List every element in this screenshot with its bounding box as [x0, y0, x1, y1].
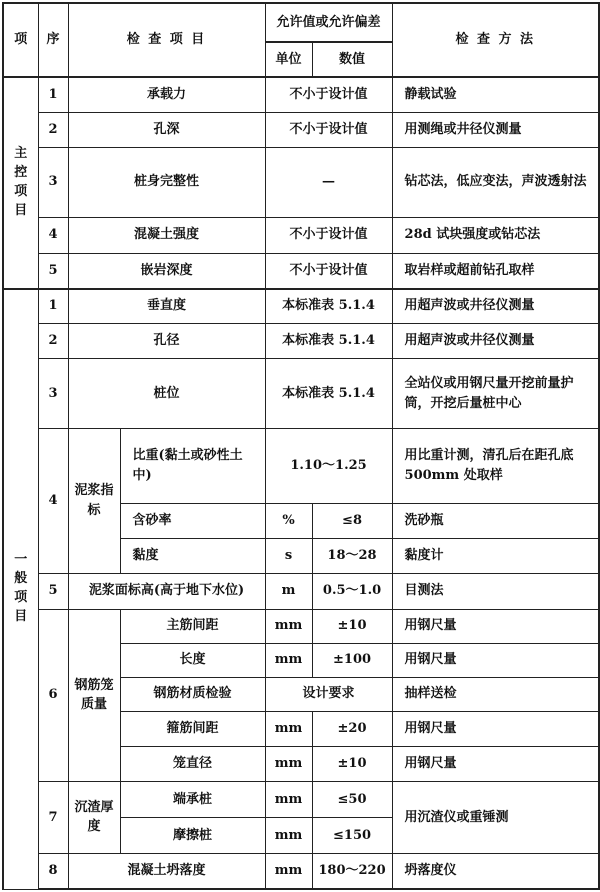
- sub-unit: %: [265, 503, 312, 538]
- sub-method: 黏度计: [392, 538, 599, 573]
- row-item: 混凝土坍落度: [68, 854, 265, 889]
- sub-value: ≤8: [312, 503, 392, 538]
- sub-unit: s: [265, 538, 312, 573]
- main-row-2: [3, 112, 599, 147]
- sub-method: 用钢尺量: [392, 643, 599, 677]
- main-row-3: [3, 147, 599, 217]
- row-method: 坍落度仪: [392, 854, 599, 889]
- row-value: 不小于设计值: [265, 218, 392, 254]
- row-method: 全站仪或用钢尺量开挖前量护筒，开挖后量桩中心: [392, 359, 599, 429]
- header-method: 检 查 方 法: [392, 3, 599, 77]
- header-row-1: [3, 3, 599, 42]
- sediment-row-1: [3, 782, 599, 818]
- sub-value: 1.10～1.25: [265, 429, 392, 503]
- general-row-5: [3, 573, 599, 609]
- header-xu: 序: [38, 3, 68, 77]
- row-value: —: [265, 147, 392, 217]
- sub-item: 端承桩: [120, 782, 265, 818]
- row-no: 1: [38, 289, 68, 324]
- sub-value: ±10: [312, 747, 392, 782]
- group-main: 主控项目: [3, 77, 38, 288]
- row-no: 1: [38, 77, 68, 112]
- sub-unit: mm: [265, 782, 312, 818]
- row-method: 用超声波或井径仪测量: [392, 324, 599, 359]
- row-method: 取岩样或超前钻孔取样: [392, 254, 599, 289]
- row-no: 7: [38, 782, 68, 854]
- mud-group-label: 泥浆指标: [68, 429, 120, 573]
- sub-method: 用钢尺量: [392, 609, 599, 643]
- sub-method: 洗砂瓶: [392, 503, 599, 538]
- row-no: 2: [38, 324, 68, 359]
- row-method: 静载试验: [392, 77, 599, 112]
- row-value: 不小于设计值: [265, 112, 392, 147]
- row-item: 桩位: [68, 359, 265, 429]
- sub-method: 用钢尺量: [392, 747, 599, 782]
- row-item: 垂直度: [68, 289, 265, 324]
- sub-item: 比重(黏土或砂性土中): [120, 429, 265, 503]
- row-method: 用测绳或井径仪测量: [392, 112, 599, 147]
- row-value: 0.5～1.0: [312, 573, 392, 609]
- sub-method: 用钢尺量: [392, 711, 599, 746]
- sediment-group-label: 沉渣厚度: [68, 782, 120, 854]
- header-value: 数值: [312, 42, 392, 77]
- sub-unit: mm: [265, 747, 312, 782]
- general-row-2: [3, 324, 599, 359]
- sub-unit: mm: [265, 643, 312, 677]
- sub-unit: mm: [265, 711, 312, 746]
- row-value: 不小于设计值: [265, 254, 392, 289]
- row-method: 目测法: [392, 573, 599, 609]
- sub-item: 箍筋间距: [120, 711, 265, 746]
- row-no: 3: [38, 359, 68, 429]
- general-row-1: [3, 289, 599, 324]
- row-value: 不小于设计值: [265, 77, 392, 112]
- sub-value: ±100: [312, 643, 392, 677]
- row-method: 钻芯法，低应变法，声波透射法: [392, 147, 599, 217]
- sub-item: 黏度: [120, 538, 265, 573]
- row-no: 3: [38, 147, 68, 217]
- row-no: 8: [38, 854, 68, 889]
- row-no: 5: [38, 254, 68, 289]
- sub-value: 18～28: [312, 538, 392, 573]
- row-item: 泥浆面标高(高于地下水位): [68, 573, 265, 609]
- row-method: 28d 试块强度或钻芯法: [392, 218, 599, 254]
- sub-value: ≤150: [312, 818, 392, 854]
- row-method: 用超声波或井径仪测量: [392, 289, 599, 324]
- main-row-4: [3, 218, 599, 254]
- row-no: 4: [38, 429, 68, 573]
- row-unit: mm: [265, 854, 312, 889]
- row-item: 孔径: [68, 324, 265, 359]
- row-value: 本标准表 5.1.4: [265, 359, 392, 429]
- sub-unit: mm: [265, 818, 312, 854]
- sub-value: 设计要求: [265, 677, 392, 711]
- general-row-8: [3, 854, 599, 889]
- main-row-5: [3, 254, 599, 289]
- inspection-table: [2, 2, 600, 890]
- sub-value: ±20: [312, 711, 392, 746]
- sediment-method: 用沉渣仪或重锤测: [392, 782, 599, 854]
- sub-value: ±10: [312, 609, 392, 643]
- row-item: 桩身完整性: [68, 147, 265, 217]
- row-no: 2: [38, 112, 68, 147]
- row-item: 承载力: [68, 77, 265, 112]
- cage-group-label: 钢筋笼质量: [68, 609, 120, 781]
- sub-method: 用比重计测，清孔后在距孔底 500mm 处取样: [392, 429, 599, 503]
- sub-item: 长度: [120, 643, 265, 677]
- row-no: 4: [38, 218, 68, 254]
- row-item: 嵌岩深度: [68, 254, 265, 289]
- row-value: 本标准表 5.1.4: [265, 289, 392, 324]
- sub-item: 含砂率: [120, 503, 265, 538]
- sub-value: ≤50: [312, 782, 392, 818]
- row-no: 6: [38, 609, 68, 781]
- row-value: 180～220: [312, 854, 392, 889]
- general-row-3: [3, 359, 599, 429]
- row-no: 5: [38, 573, 68, 609]
- sub-item: 笼直径: [120, 747, 265, 782]
- row-item: 孔深: [68, 112, 265, 147]
- sub-unit: mm: [265, 609, 312, 643]
- group-general: 一般项目: [3, 289, 38, 889]
- row-unit: m: [265, 573, 312, 609]
- row-value: 本标准表 5.1.4: [265, 324, 392, 359]
- cage-row-1: [3, 609, 599, 643]
- header-allowance: 允许值或允许偏差: [265, 3, 392, 42]
- sub-item: 主筋间距: [120, 609, 265, 643]
- header-unit: 单位: [265, 42, 312, 77]
- header-xiang: 项: [3, 3, 38, 77]
- mud-row-1: [3, 429, 599, 503]
- main-row-1: [3, 77, 599, 112]
- header-item: 检 查 项 目: [68, 3, 265, 77]
- sub-method: 抽样送检: [392, 677, 599, 711]
- sub-item: 钢筋材质检验: [120, 677, 265, 711]
- sub-item: 摩擦桩: [120, 818, 265, 854]
- row-item: 混凝土强度: [68, 218, 265, 254]
